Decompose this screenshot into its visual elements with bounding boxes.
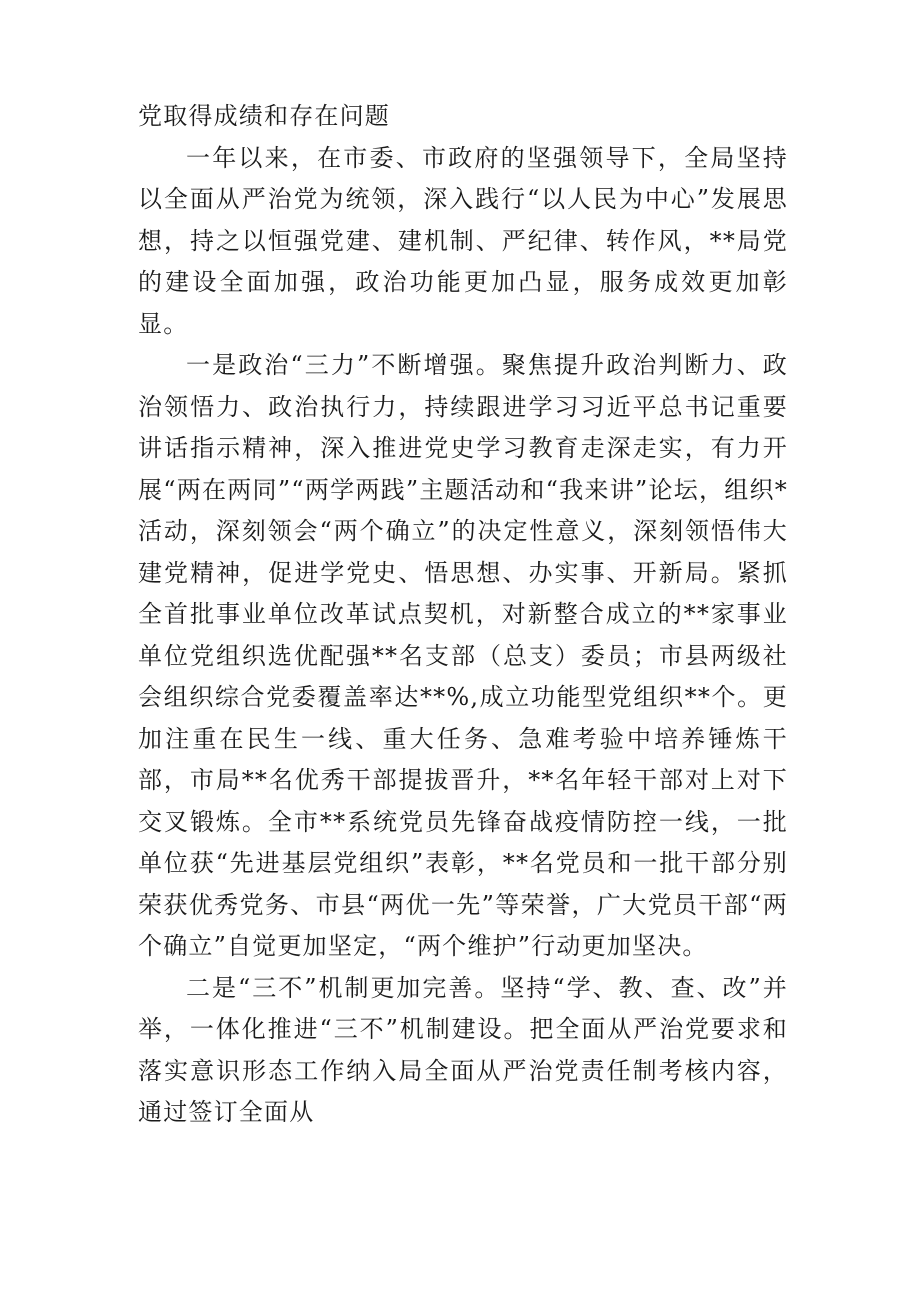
section-heading: 党取得成绩和存在问题 <box>138 102 390 130</box>
paragraph-political-strength: 一是政治“三力”不断增强。聚焦提升政治判断力、政治领悟力、政治执行力，持续跟进学习习近平总书记重要讲话指示精神，深入推进党史学习教育走深走实，有力开展“两在两同”“两学两践”主题活动和“我来讲”论坛，组织*活动，深刻领会“两个确立”的决定性意义，深刻领悟伟大建党精神，促进学党史、悟思想、办实事、开新局。紧抓全首批事业单位改革试点契机，对新整合成立的**家事业单位党组织选优配强**名支部（总支）委员；市县两级社会组织综合党委覆盖率达**%,成立功能型党组织**个。更加注重在民生一线、重大任务、急难考验中培养锤炼干部，市局**名优秀干部提拔晋升，**名年轻干部对上对下交叉锻炼。全市**系统党员先锋奋战疫情防控一线，一批单位获“先进基层党组织”表彰，**名党员和一批干部分别荣获优秀党务、市县“两优一先”等荣誉，广大党员干部“两个确立”自觉更加坚定，“两个维护”行动更加坚决。 <box>138 351 788 960</box>
document-body <box>138 96 788 1134</box>
paragraph-three-no-mechanism: 二是“三不”机制更加完善。坚持“学、教、查、改”并举，一体化推进“三不”机制建设。把全面从严治党要求和落实意识形态工作纳入局全面从严治党责任制考核内容，通过签订全面从 <box>138 973 788 1126</box>
paragraph-intro: 一年以来，在市委、市政府的坚强领导下，全局坚持以全面从严治党为统领，深入践行“以人民为中心”发展思想，持之以恒强党建、建机制、严纪律、转作风，**局党的建设全面加强，政治功能更加凸显，服务成效更加彰显。 <box>138 143 788 338</box>
